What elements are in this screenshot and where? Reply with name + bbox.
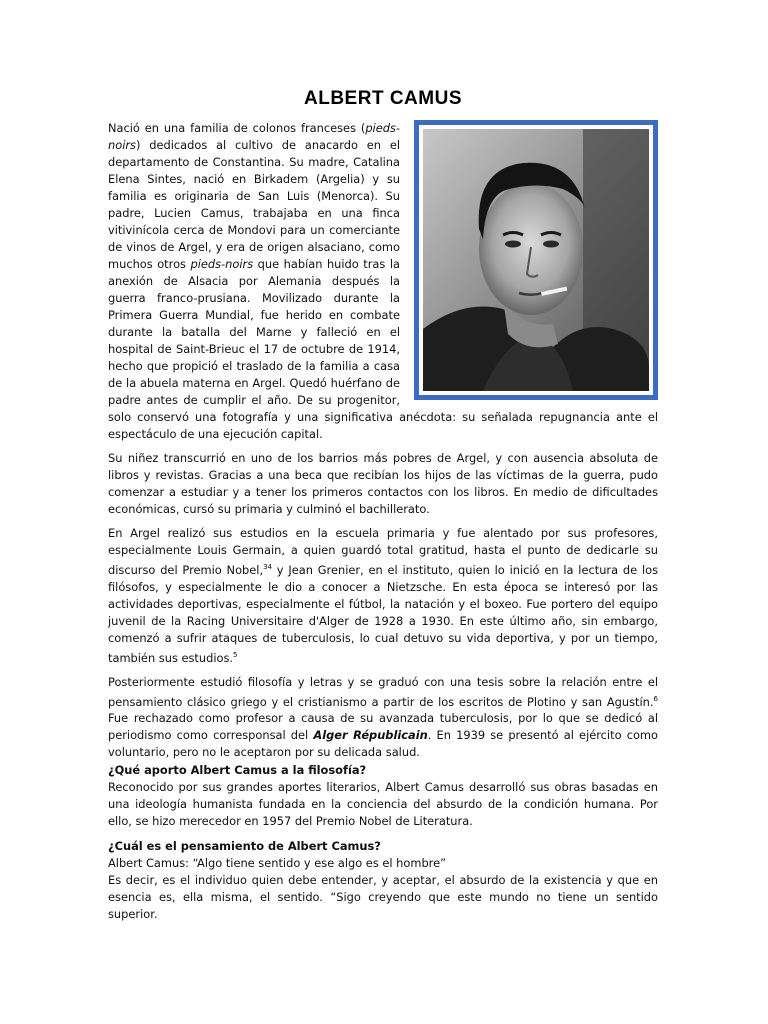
paragraph-birth: Nació en una familia de colonos franceses (pieds-noirs) dedicados al cultivo de anacardo en el departamento de Constantina. Su madre, Catalina Elena Sintes, nació en Birkadem (Argelia) y su familia es originaria de San Luis (Menorca). Su padre, Lucien Camus, trabajaba en una finca vitivinícola cerca de Mondovi para un comerciante de vinos de Argel, y era de origen alsaciano, como muchos otros pieds-noirs que habían huido tras la anexión de Alsacia por Alemania después la guerra franco-prusiana. Movilizado durante la Primera Guerra Mundial, fue herido en combate durante la batalla del Marne y falleció en el hospital de Saint-Brieuc el 17 de octubre de 1914, hecho que propició el traslado de la familia a casa de la abuela materna en Argel. Quedó huérfano de padre antes de cumplir el año. De su progenitor, solo conservó una fotografía y una significativa anécdota: su señalada repugnancia ante el espectáculo de una ejecución capital. bbox=[108, 121, 658, 441]
footnote-ref-5[interactable]: 5 bbox=[233, 650, 238, 659]
paragraph-education: En Argel realizó sus estudios en la escuela primaria y fue alentado por sus profesores, especialmente Louis Germain, a quien guardó total gratitud, hasta el punto de dedicarle su discurso del Premio Nobel,$^{34}$ y Jean Grenier, en el instituto, quien lo inició en la lectura de los filósofos, y especialmente le dio a conocer a Nietzsche. En esta época se interesó por las actividades deportivas, especialmente el fútbol, la natación y el boxeo. Fue portero del equipo juvenil de la Racing Universitaire d'Alger de 1928 a 1930. En este último año, sin embargo, comenzó a sufrir ataques de tuberculosis, lo cual detuvo su vida deportiva, y por un tiempo, también sus estudios.$^5$ bbox=[108, 526, 659, 665]
quote-line: Albert Camus: “Algo tiene sentido y ese algo es el hombre” bbox=[108, 856, 447, 871]
question-heading-2: ¿Cuál es el pensamiento de Albert Camus? bbox=[108, 839, 381, 854]
portrait-photo bbox=[423, 129, 649, 391]
paragraph-thought: Es decir, es el individuo quien debe entender, y aceptar, el absurdo de la existencia y que en esencia es, ella misma, el sentido. “Sigo creyendo que este mundo no tiene un sentido superior. bbox=[108, 873, 658, 922]
paragraph-later-studies: Posteriormente estudió filosofía y letras y se graduó con una tesis sobre la relación entre el pensamiento clásico griego y el cristianismo a partir de los escritos de Plotino y san Agustín.$^6$ Fue rechazado como profesor a causa de su avanzada tuberculosis, por lo que se dedicó al periodismo como corresponsal del Alger Républicain. En 1939 se presentó al ejército como voluntario, pero no le aceptaron por su delicada salud. bbox=[108, 674, 658, 760]
page-title: ALBERT CAMUS bbox=[304, 88, 462, 109]
pieds-noirs-term: pieds-noirs bbox=[108, 121, 400, 152]
pieds-noirs-term-2: pieds-noirs bbox=[190, 257, 254, 271]
footnote-ref-34[interactable]: 34 bbox=[263, 563, 272, 571]
paragraph-contribution: Reconocido por sus grandes aportes literarios, Albert Camus desarrolló sus obras basadas en una ideología humanista fundada en la conciencia del absurdo de la condición humana. Por ello, se hizo merecedor en 1957 del Premio Nobel de Literatura. bbox=[108, 780, 658, 829]
paragraph-childhood: Su niñez transcurrió en uno de los barrios más pobres de Argel, y con ausencia absoluta de libros y revistas. Gracias a una beca que recibían los hijos de las víctimas de la guerra, pudo comenzar a estudiar y a tener los primeros contactos con los libros. En medio de dificultades económicas, cursó su primaria y culminó el bachillerato. bbox=[108, 451, 658, 516]
footnote-ref-6[interactable]: 6 bbox=[653, 694, 658, 703]
newspaper-name: Alger Républicain bbox=[313, 728, 428, 743]
question-heading-1: ¿Qué aporto Albert Camus a la filosofía? bbox=[108, 763, 367, 778]
document-page bbox=[108, 88, 658, 930]
portrait-frame bbox=[414, 120, 658, 400]
